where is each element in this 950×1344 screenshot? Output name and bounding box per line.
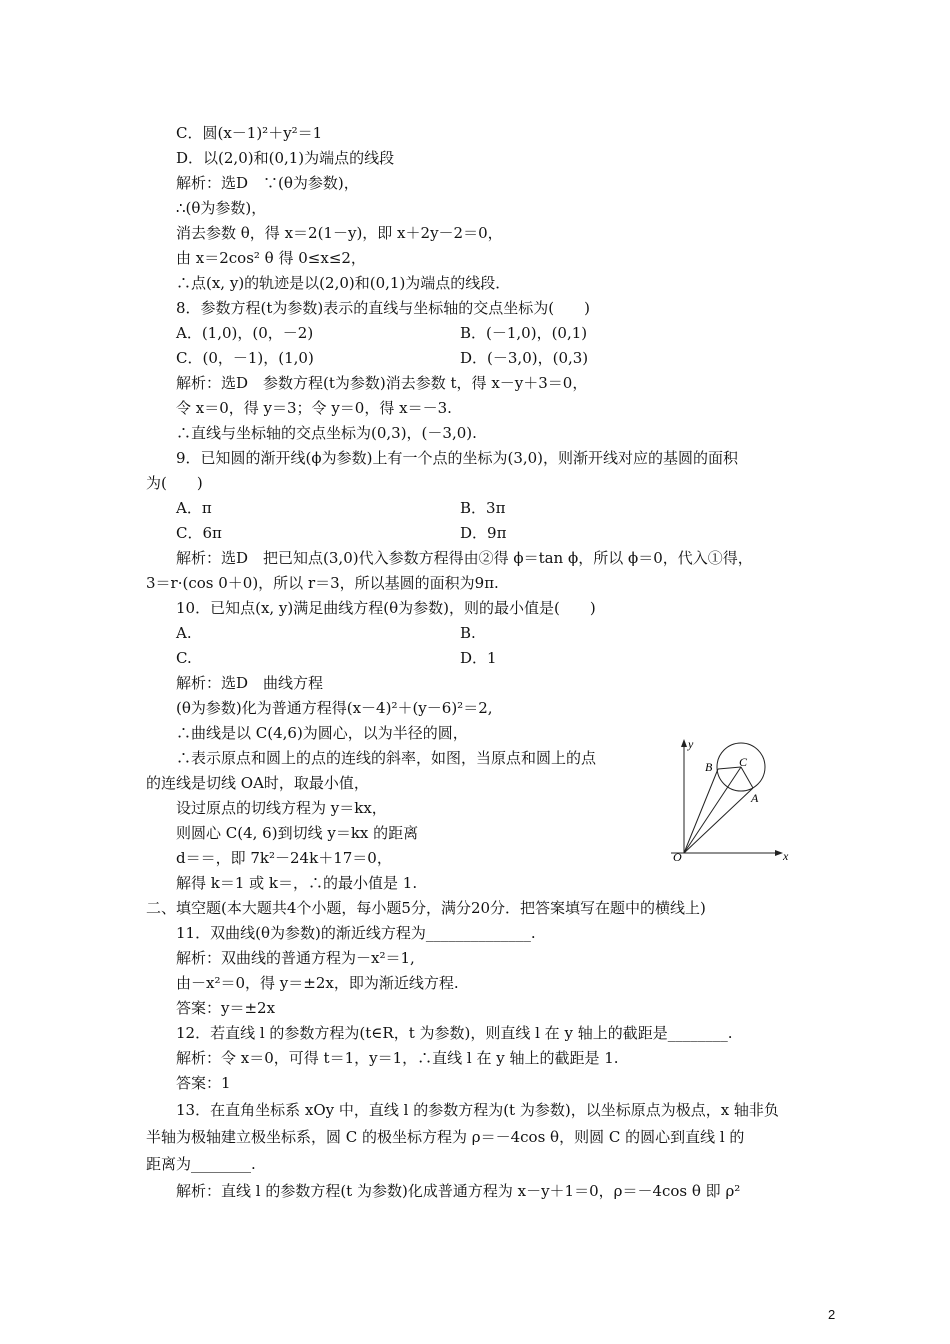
text-line: 半轴为极轴建立极坐标系，圆 C 的极坐标方程为 ρ＝－4cos θ，则圆 C 的圆心到直线 l 的 (146, 1128, 745, 1146)
radius-ca (741, 767, 753, 788)
text-line: 由－x²＝0，得 y＝±2x，即为渐近线方程. (176, 974, 459, 992)
tangent-ob (684, 769, 718, 853)
question-10: 10．已知点(x, y)满足曲线方程(θ为参数)，则的最小值是( ) (176, 599, 596, 617)
text-line: ∴点(x, y)的轨迹是以(2,0)和(0,1)为端点的线段． (176, 274, 511, 292)
text-line: C．圆(x－1)²＋y²＝1 (176, 124, 323, 142)
segment-oc (684, 767, 741, 853)
text-line: 消去参数 θ，得 x＝2(1－y)，即 x＋2y－2＝0， (176, 224, 503, 242)
text-line: 解析：选D 把已知点(3,0)代入参数方程得由②得 ϕ＝tan ϕ，所以 ϕ＝0，代入①得， (176, 549, 753, 567)
text-line: 解得 k＝1 或 k＝，∴的最小值是 1. (176, 874, 418, 892)
text-line: 解析：选D ∵(θ为参数)， (176, 174, 359, 192)
text-line: 则圆心 C(4, 6)到切线 y＝kx 的距离 (176, 824, 419, 842)
option-a: A. (176, 624, 192, 642)
question-9: 9．已知圆的渐开线(ϕ为参数)上有一个点的坐标为(3,0)，则渐开线对应的基圆的面积 (176, 449, 739, 467)
label-a: A (751, 791, 759, 805)
option-d: D．(－3,0)，(0,3) (460, 349, 589, 367)
question-12: 12．若直线 l 的参数方程为(t∈R，t 为参数)，则直线 l 在 y 轴上的截距是________. (176, 1024, 733, 1042)
question-8: 8．参数方程(t为参数)表示的直线与坐标轴的交点坐标为( ) (176, 299, 590, 317)
text-line: 解析：选D 参数方程(t为参数)消去参数 t，得 x－y＋3＝0， (176, 374, 588, 392)
option-a: A．π (176, 499, 212, 517)
option-b: B．(－1,0)，(0,1) (460, 324, 588, 342)
answer-line: 答案：1 (176, 1074, 231, 1092)
text-line: ∴曲线是以 C(4,6)为圆心，以为半径的圆， (176, 724, 468, 742)
tangent-oa (684, 788, 753, 853)
option-b: B. (460, 624, 476, 642)
text-line: D．以(2,0)和(0,1)为端点的线段 (176, 149, 395, 167)
text-line: 由 x＝2cos² θ 得 0≤x≤2， (176, 249, 366, 267)
label-y: y (688, 737, 694, 751)
question-11: 11．双曲线(θ为参数)的渐近线方程为______________. (176, 924, 536, 942)
text-line: 为( ) (146, 474, 203, 492)
text-line: 令 x＝0，得 y＝3；令 y＝0，得 x＝－3. (176, 399, 452, 417)
option-b: B．3π (460, 499, 506, 517)
text-line: 3＝r·(cos 0＋0)，所以 r＝3，所以基圆的面积为9π. (146, 574, 499, 592)
text-line: 设过原点的切线方程为 y＝kx， (176, 799, 387, 817)
tangent-figure (655, 735, 800, 865)
x-axis-arrow (775, 850, 783, 856)
label-b: B (705, 760, 713, 774)
text-line: ∴表示原点和圆上的点的连线的斜率，如图，当原点和圆上的点 (176, 749, 597, 767)
text-line: 解析：选D 曲线方程 (176, 674, 324, 692)
option-d: D．1 (460, 649, 497, 667)
text-line: (θ为参数)化为普通方程得(x－4)²＋(y－6)²＝2, (176, 699, 493, 717)
text-line: 解析：双曲线的普通方程为－x²＝1, (176, 949, 415, 967)
text-line: 解析：直线 l 的参数方程(t 为参数)化成普通方程为 x－y＋1＝0，ρ＝－4cos θ 即 ρ² (176, 1182, 741, 1200)
label-x: x (783, 849, 789, 863)
text-line: ∴直线与坐标轴的交点坐标为(0,3)，(－3,0). (176, 424, 477, 442)
question-13: 13．在直角坐标系 xOy 中，直线 l 的参数方程为(t 为参数)，以坐标原点为极点，x 轴非负 (176, 1101, 779, 1119)
text-line: 的连线是切线 OA时，取最小值， (146, 774, 369, 792)
label-o: O (673, 850, 682, 864)
text-line: ∴(θ为参数)， (176, 199, 267, 217)
text-line: 解析：令 x＝0，可得 t＝1，y＝1，∴直线 l 在 y 轴上的截距是 1. (176, 1049, 619, 1067)
text-line: d＝＝，即 7k²－24k＋17＝0， (176, 849, 392, 867)
radius-cb (718, 767, 741, 769)
option-c: C．(0，－1)，(1,0) (176, 349, 314, 367)
option-c: C．6π (176, 524, 222, 542)
option-c: C. (176, 649, 192, 667)
answer-line: 答案：y＝±2x (176, 999, 276, 1017)
option-d: D．9π (460, 524, 507, 542)
page-number: 2 (828, 1307, 836, 1322)
section-heading: 二、填空题(本大题共4个小题，每小题5分，满分20分．把答案填写在题中的横线上) (146, 899, 706, 917)
y-axis-arrow (681, 739, 687, 747)
option-a: A．(1,0)，(0，－2) (176, 324, 314, 342)
text-line: 距离为________. (146, 1155, 256, 1173)
label-c: C (739, 755, 748, 769)
